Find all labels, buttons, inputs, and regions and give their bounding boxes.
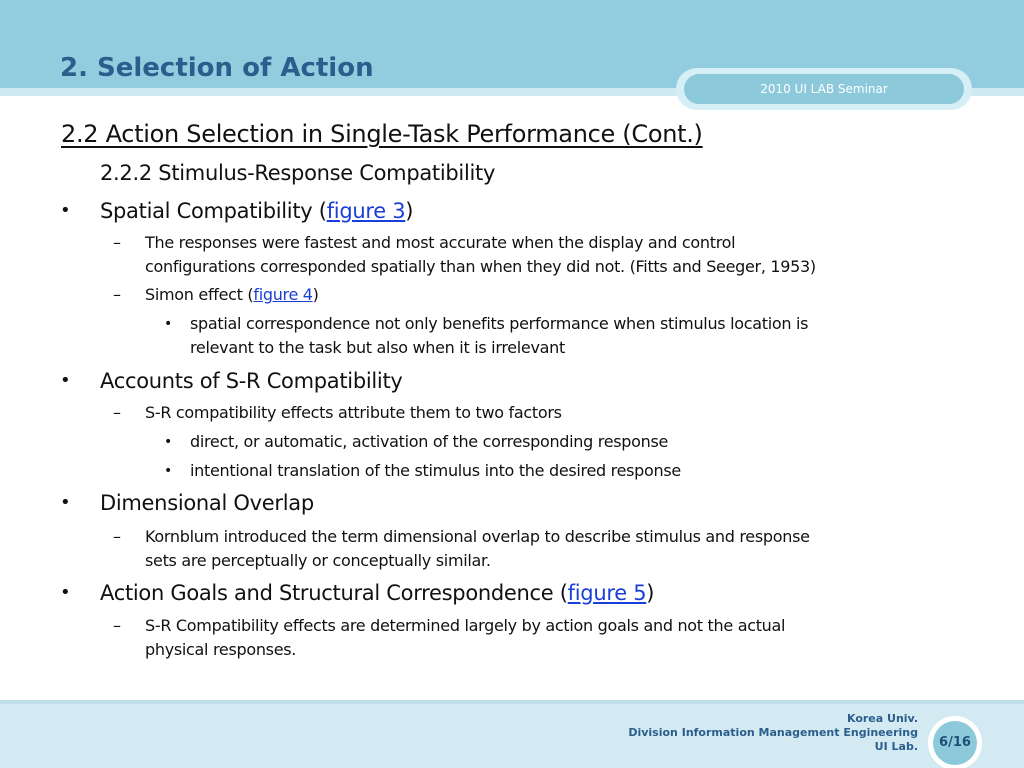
subpoint-fitts-seeger-line1: The responses were fastest and most accurate when the display and control	[145, 233, 736, 252]
subpoint-action-goals-line2: physical responses.	[145, 640, 297, 659]
detail-spatial-correspondence-line2: relevant to the task but also when it is irrelevant	[190, 338, 565, 357]
dash-marker: –	[113, 285, 121, 304]
bullet-text: Action Goals and Structural Correspondence (	[100, 581, 568, 605]
sub-heading: 2.2.2 Stimulus-Response Compatibility	[100, 161, 496, 185]
bullet-text-close: )	[646, 581, 655, 605]
footer-affiliation	[628, 712, 918, 754]
subpoint-kornblum-line1: Kornblum introduced the term dimensional overlap to describe stimulus and response	[145, 527, 810, 546]
bullet-marker: •	[60, 582, 71, 603]
detail-direct-activation: direct, or automatic, activation of the corresponding response	[190, 432, 669, 451]
figure-4-link[interactable]: figure 4	[253, 285, 313, 304]
dot-marker: •	[164, 434, 173, 450]
subpoint-action-goals-line1: S-R Compatibility effects are determined largely by action goals and not the actual	[145, 616, 786, 635]
dash-marker: –	[113, 616, 121, 635]
bullet-text-close: )	[405, 199, 414, 223]
detail-spatial-correspondence-line1: spatial correspondence not only benefits performance when stimulus location is	[190, 314, 809, 333]
footer-department: Division Information Management Engineering	[628, 726, 918, 739]
subpoint-kornblum-line2: sets are perceptually or conceptually similar.	[145, 551, 491, 570]
subpoint-text-close: )	[312, 285, 319, 304]
dot-marker: •	[164, 316, 173, 332]
bullet-marker: •	[60, 492, 71, 513]
dash-marker: –	[113, 233, 121, 252]
slide-title: 2. Selection of Action	[60, 53, 374, 83]
bullet-action-goals	[100, 578, 654, 608]
dot-marker: •	[164, 463, 173, 479]
subpoint-text: Simon effect (	[145, 285, 254, 304]
figure-5-link[interactable]: figure 5	[567, 581, 647, 605]
bullet-dimensional-overlap: Dimensional Overlap	[100, 491, 314, 515]
detail-intentional-translation: intentional translation of the stimulus into the desired response	[190, 461, 681, 480]
seminar-label: 2010 UI LAB Seminar	[760, 82, 888, 96]
bullet-text: Spatial Compatibility (	[100, 199, 327, 223]
figure-3-link[interactable]: figure 3	[326, 199, 406, 223]
subpoint-fitts-seeger-line2: configurations corresponded spatially than when they did not. (Fitts and Seeger, 1953)	[145, 257, 816, 276]
page-number: 6/16	[933, 721, 977, 765]
dash-marker: –	[113, 527, 121, 546]
bullet-marker: •	[60, 370, 71, 391]
section-title: 2.2 Action Selection in Single-Task Performance (Cont.)	[61, 120, 703, 148]
bullet-marker: •	[60, 200, 71, 221]
subpoint-two-factors: S-R compatibility effects attribute them to two factors	[145, 403, 562, 422]
subpoint-simon-effect	[145, 283, 319, 307]
footer-lab: UI Lab.	[874, 740, 918, 753]
dash-marker: –	[113, 403, 121, 422]
bullet-spatial-compatibility	[100, 196, 413, 226]
bullet-accounts-sr-compatibility: Accounts of S-R Compatibility	[100, 369, 403, 393]
footer-university: Korea Univ.	[846, 712, 918, 725]
